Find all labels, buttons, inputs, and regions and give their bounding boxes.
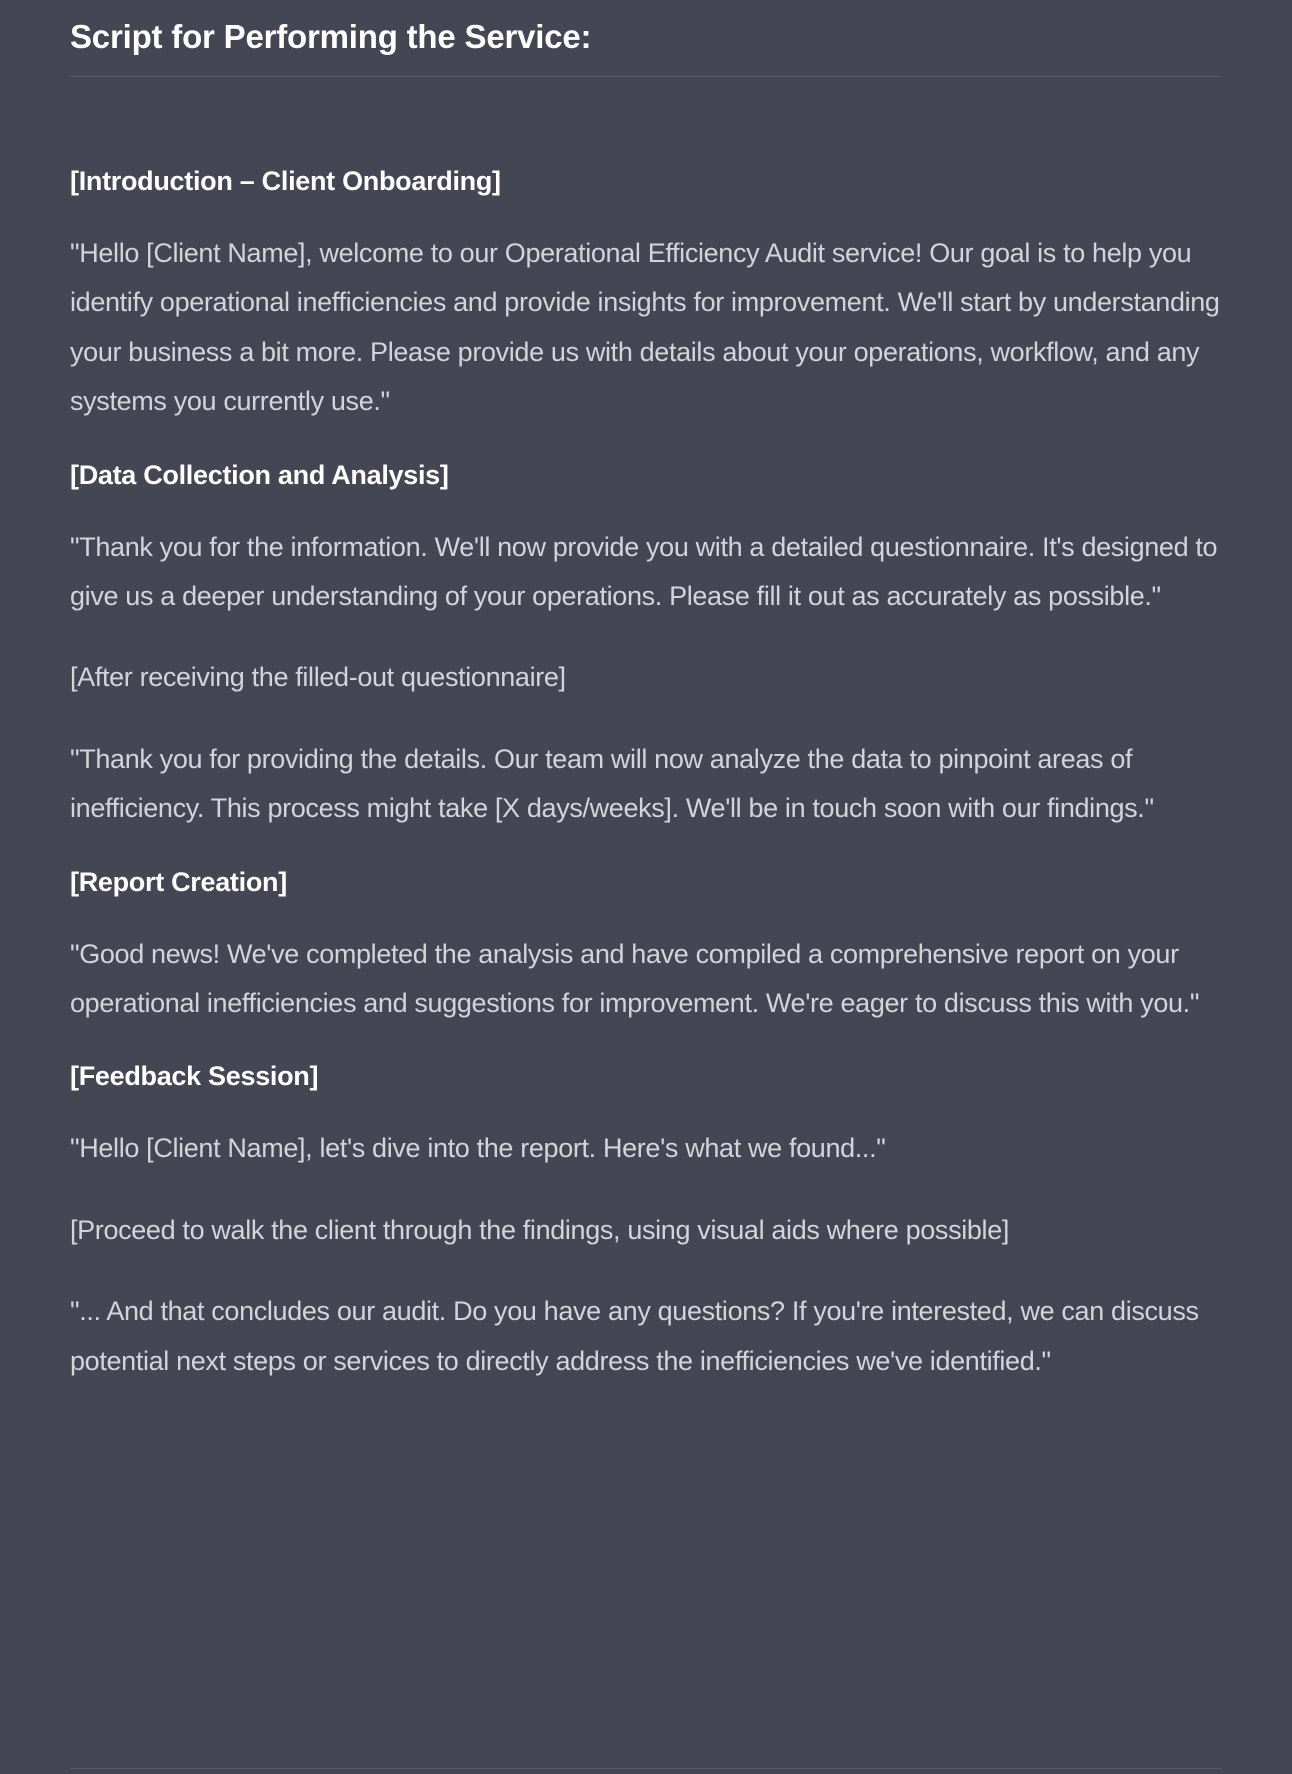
feedback-paragraph-2: [Proceed to walk the client through the findings, using visual aids where possible] <box>70 1214 1010 1245</box>
section-heading-introduction: [Introduction – Client Onboarding] <box>70 166 501 196</box>
section-heading-data-collection: [Data Collection and Analysis] <box>70 459 449 490</box>
data-collection-paragraph-1: "Thank you for the information. We'll now provide you with a detailed questionnaire. It's designed to give us a deeper understanding of your operations. Please fill it out as accurately as possible." <box>70 531 1218 612</box>
message-body <box>70 163 1222 1386</box>
report-paragraph: "Good news! We've completed the analysis and have compiled a comprehensive report on your operational inefficiencies and suggestions for improvement. We're eager to discuss this with you." <box>70 938 1200 1019</box>
page-title: Script for Performing the Service: <box>70 18 592 55</box>
data-collection-paragraph-3: "Thank you for providing the details. Our team will now analyze the data to pinpoint areas of inefficiency. This process might take [X days/weeks]. We'll be in touch soon with our findings." <box>70 743 1154 824</box>
assistant-message-content <box>70 0 1222 1386</box>
section-heading-feedback-session: [Feedback Session] <box>70 1061 319 1092</box>
feedback-paragraph-3: "... And that concludes our audit. Do you have any questions? If you're interested, we can discuss potential next steps or services to directly address the inefficiencies we've identified." <box>70 1296 1199 1376</box>
intro-paragraph: "Hello [Client Name], welcome to our Operational Efficiency Audit service! Our goal is to help you identify operational inefficiencies and provide insights for improvement. We'll start by understanding your business a bit more. Please provide us with details about your operations, workflow, and any systems you currently use." <box>70 238 1220 417</box>
data-collection-paragraph-2: [After receiving the filled-out questionnaire] <box>70 662 566 693</box>
section-heading-report-creation: [Report Creation] <box>70 866 287 897</box>
feedback-paragraph-1: "Hello [Client Name], let's dive into the report. Here's what we found..." <box>70 1133 886 1164</box>
bottom-divider <box>70 1768 1222 1769</box>
title-divider <box>70 76 1222 77</box>
